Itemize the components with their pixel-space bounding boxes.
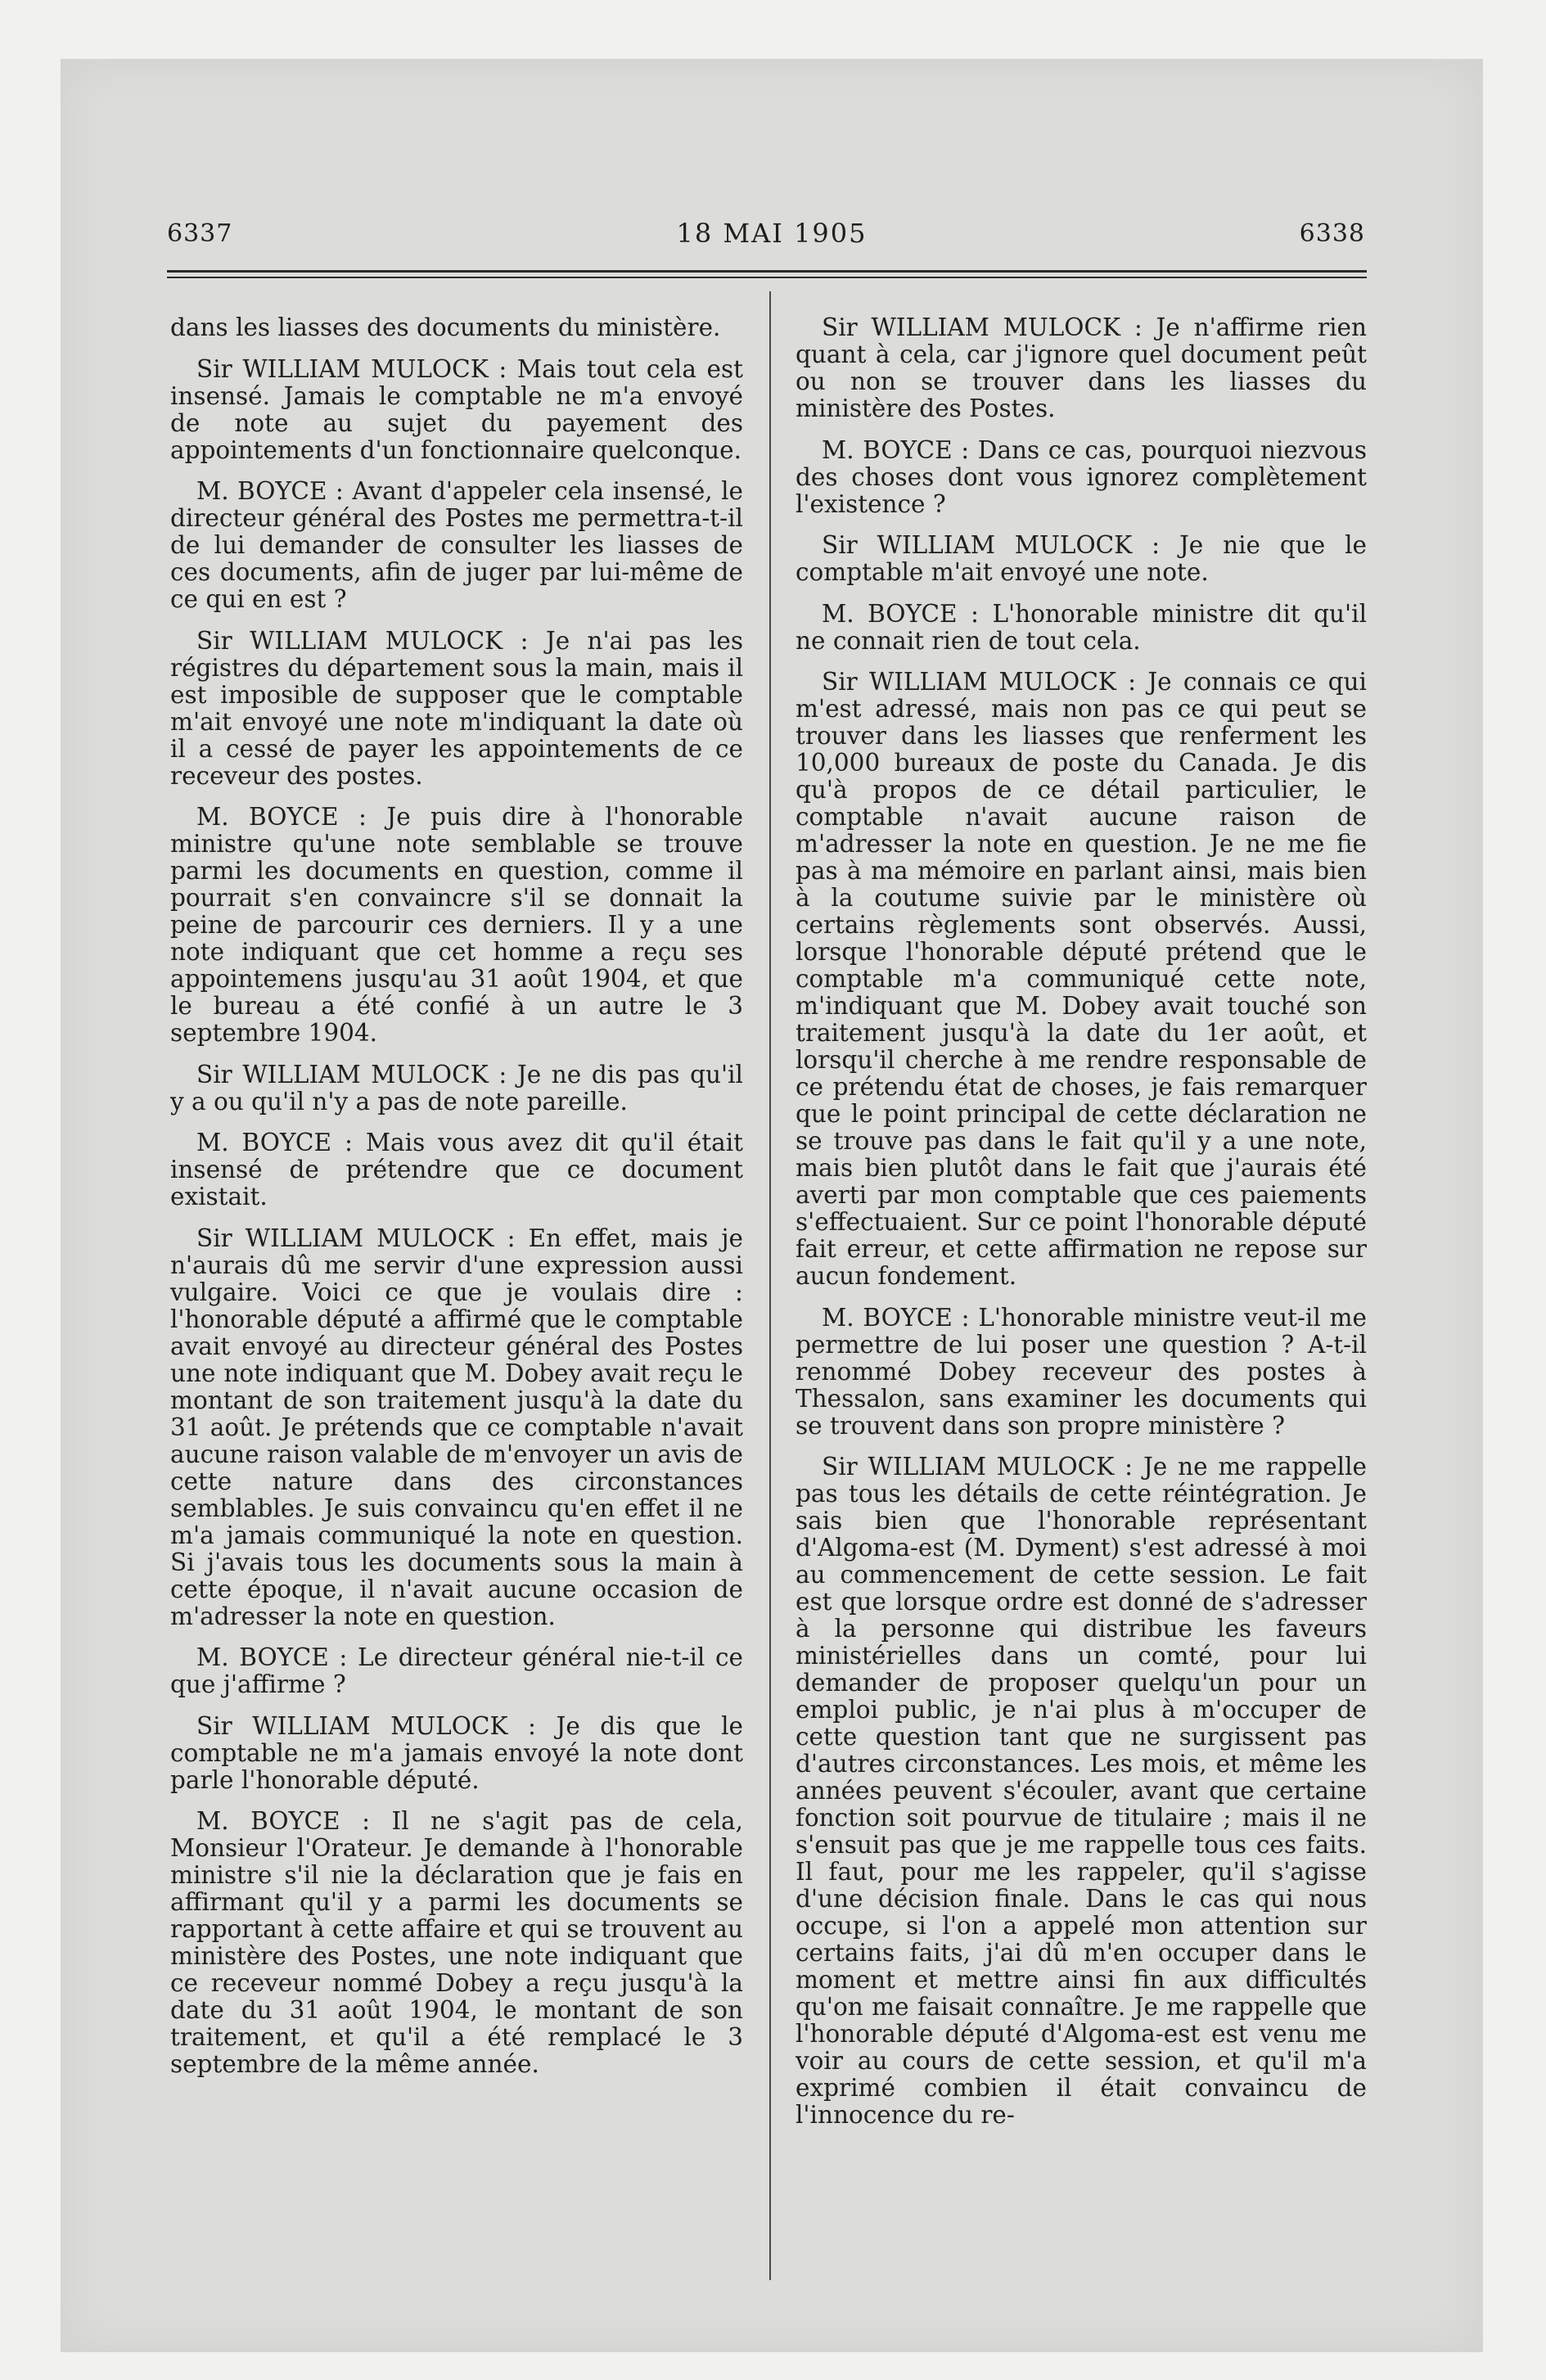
paragraph: Sir WILLIAM MULOCK : Je dis que le comptable ne m'a jamais envoyé la note dont parle l'honorable député. (170, 1711, 743, 1794)
paragraph: Sir WILLIAM MULOCK : Mais tout cela est insensé. Jamais le comptable ne m'a envoyé de note au sujet du payement des appointements d'un fonctionnaire quelconque. (170, 354, 743, 464)
paragraph: Sir WILLIAM MULOCK : Je n'affirme rien quant à cela, car j'ignore quel document peût ou non se trouver dans les liasses du ministère des Postes. (796, 313, 1367, 422)
paragraph: M. BOYCE : L'honorable ministre veut-il me permettre de lui poser une question ? A-t-il renommé Dobey receveur des postes à Thessalon, sans examiner les documents qui se trouvent dans son propre ministère ? (796, 1303, 1367, 1440)
paragraph: Sir WILLIAM MULOCK : En effet, mais je n'aurais dû me servir d'une expression aussi vulgaire. Voici ce que je voulais dire : l'honorable député a affirmé que le comptable avait envoyé au directeur général des Postes une note indiquant que M. Dobey avait reçu le montant de son traitement jusqu'à la date du 31 août. Je prétends que ce comptable n'avait aucune raison valable de m'envoyer un avis de cette nature dans des circonstances semblables. Je suis convaincu qu'en effet il ne m'a jamais communiqué la note en question. Si j'avais tous les documents sous la main à cette époque, il n'avait aucune occasion de m'adresser la note en question. (170, 1224, 743, 1630)
paragraph: dans les liasses des documents du ministère. (170, 313, 721, 341)
column-divider (769, 291, 771, 2280)
page-number-left: 6337 (167, 219, 233, 248)
paragraph: Sir WILLIAM MULOCK : Je ne dis pas qu'il y a ou qu'il n'y a pas de note pareille. (170, 1060, 743, 1116)
paragraph: M. BOYCE : Le directeur général nie-t-il ce que j'affirme ? (170, 1643, 743, 1698)
paragraph: M. BOYCE : Dans ce cas, pourquoi niezvous des choses dont vous ignorez complètement l'existence ? (796, 435, 1367, 518)
header-rule-bottom (167, 277, 1367, 278)
right-column (796, 314, 1367, 2143)
paragraph: Sir WILLIAM MULOCK : Je ne me rappelle pas tous les détails de cette réintégration. Je sais bien que l'honorable représentant d'Algoma-est (M. Dyment) s'est adressé à moi au commencement de cette session. Le fait est que lorsque ordre est donné de s'adresser à la personne qui distribue les faveurs ministérielles dans un comté, pour lui demander de proposer quelqu'un pour un emploi public, je n'ai plus à m'occuper de cette question tant que ne surgissent pas d'autres circonstances. Les mois, et même les années peuvent s'écouler, avant que certaine fonction soit pourvue de titulaire ; mais il ne s'ensuit pas que je me rappelle tous ces faits. Il faut, pour me les rappeler, qu'il s'agisse d'une décision finale. Dans le cas qui nous occupe, si l'on a appelé mon attention sur certains faits, j'ai dû m'en occuper dans le moment et mettre ainsi fin aux difficultés qu'on me faisait connaître. Je me rappelle que l'honorable député d'Algoma-est est venu me voir au cours de cette session, et qu'il m'a exprimé combien il était convaincu de l'innocence du re- (796, 1453, 1367, 2129)
paragraph: Sir WILLIAM MULOCK : Je nie que le comptable m'ait envoyé une note. (796, 531, 1367, 586)
paragraph: M. BOYCE : Je puis dire à l'honorable ministre qu'une note semblable se trouve parmi les documents en question, comme il pourrait s'en convaincre s'il se donnait la peine de parcourir ces derniers. Il y a une note indiquant que cet homme a reçu ses appointemens jusqu'au 31 août 1904, et que le bureau a été confié à un autre le 3 septembre 1904. (170, 803, 743, 1047)
paragraph: M. BOYCE : Avant d'appeler cela insensé, le directeur général des Postes me permettra-t-il de lui demander de consulter les liasses de ces documents, afin de juger par lui-même de ce qui en est ? (170, 477, 743, 613)
header-rule-top (167, 270, 1367, 273)
paragraph: M. BOYCE : Mais vous avez dit qu'il était insensé de prétendre que ce document existait. (170, 1129, 743, 1210)
paragraph: M. BOYCE : Il ne s'agit pas de cela, Monsieur l'Orateur. Je demande à l'honorable ministre s'il nie la déclaration que je fais en affirmant qu'il y a parmi les documents se rapportant à cette affaire et qui se trouvent au ministère des Postes, une note indiquant que ce receveur nommé Dobey a reçu jusqu'à la date du 31 août 1904, le montant de son traitement, et qu'il a été remplacé le 3 septembre de la même année. (170, 1807, 744, 2078)
document-page (108, 110, 1436, 2301)
page-number-right: 6338 (1299, 219, 1365, 248)
paragraph: Sir WILLIAM MULOCK : Je connais ce qui m'est adressé, mais non pas ce qui peut se trouver dans les liasses que renferment les 10,000 bureaux de poste du Canada. Je dis qu'à propos de ce détail particulier, le comptable n'avait aucune raison de m'adresser la note en question. Je ne me fie pas à ma mémoire en parlant ainsi, mais bien à la coutume suivie par le ministère où certains règlements sont observés. Aussi, lorsque l'honorable député prétend que le comptable m'a communiqué cette note, m'indiquant que M. Dobey avait touché son traitement jusqu'à la date du 1er août, et lorsqu'il cherche à me rendre responsable de ce prétendu état de choses, je fais remarquer que le point principal de cette déclaration ne se trouve pas dans le fait qu'il y a une note, mais bien plutôt dans le fait que j'aurais été averti par mon comptable que ces paiements s'effectuaient. Sur ce point l'honorable député fait erreur, et cette affirmation ne repose sur aucun fondement. (796, 668, 1367, 1290)
paragraph: M. BOYCE : L'honorable ministre dit qu'il ne connait rien de tout cela. (796, 599, 1367, 655)
paragraph: Sir WILLIAM MULOCK : Je n'ai pas les régistres du département sous la main, mais il est imposible de supposer que le comptable m'ait envoyé une note m'indiquant la date où il a cessé de payer les appointements de ce receveur des postes. (170, 626, 743, 790)
left-column (170, 314, 743, 2093)
page-date-heading: 18 MAI 1905 (676, 218, 868, 249)
scanned-page-background (61, 59, 1483, 2352)
